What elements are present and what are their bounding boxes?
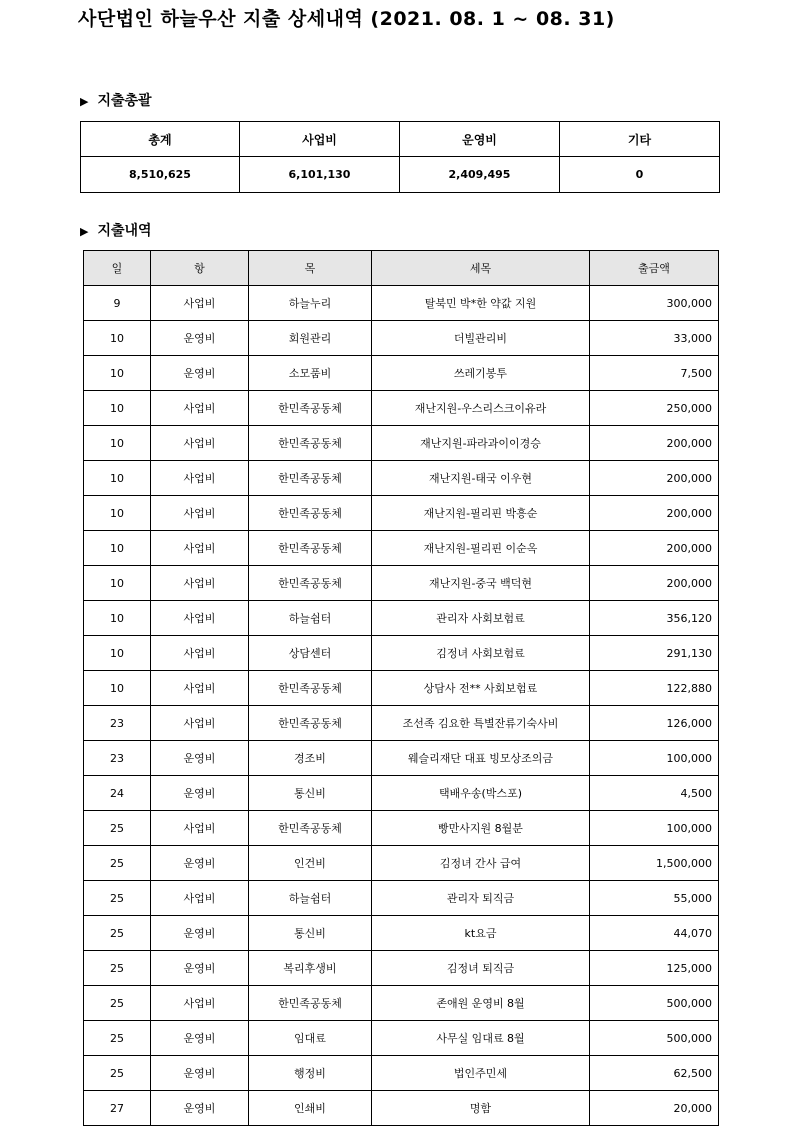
summary-header-other: 기타 — [560, 122, 720, 157]
category-cell: 운영비 — [151, 356, 249, 391]
subitem-cell: 재난지원-파라과이이경승 — [372, 426, 590, 461]
category-cell: 사업비 — [151, 811, 249, 846]
item-cell: 임대료 — [249, 1021, 372, 1056]
subitem-cell: 법인주민세 — [372, 1056, 590, 1091]
table-row — [84, 636, 719, 671]
table-row — [84, 916, 719, 951]
detail-header-subitem: 세목 — [372, 251, 590, 286]
category-cell: 운영비 — [151, 321, 249, 356]
item-cell: 하늘쉼터 — [249, 601, 372, 636]
summary-table — [80, 121, 720, 193]
subitem-cell: 웨슬리재단 대표 빙모상조의금 — [372, 741, 590, 776]
item-cell: 경조비 — [249, 741, 372, 776]
table-row — [84, 356, 719, 391]
table-row — [84, 881, 719, 916]
day-cell: 10 — [84, 636, 151, 671]
category-cell: 사업비 — [151, 706, 249, 741]
day-cell: 10 — [84, 566, 151, 601]
item-cell: 한민족공동체 — [249, 391, 372, 426]
amount-cell: 125,000 — [590, 951, 719, 986]
day-cell: 10 — [84, 496, 151, 531]
category-cell: 운영비 — [151, 741, 249, 776]
amount-cell: 200,000 — [590, 426, 719, 461]
category-cell: 사업비 — [151, 426, 249, 461]
amount-cell: 200,000 — [590, 496, 719, 531]
day-cell: 25 — [84, 916, 151, 951]
amount-cell: 33,000 — [590, 321, 719, 356]
subitem-cell: 재난지원-필리핀 이순옥 — [372, 531, 590, 566]
table-row — [84, 566, 719, 601]
section-heading-detail — [80, 220, 152, 240]
summary-value-row — [81, 157, 720, 193]
item-cell: 행정비 — [249, 1056, 372, 1091]
category-cell: 운영비 — [151, 1056, 249, 1091]
category-cell: 사업비 — [151, 391, 249, 426]
amount-cell: 126,000 — [590, 706, 719, 741]
day-cell: 10 — [84, 391, 151, 426]
item-cell: 통신비 — [249, 776, 372, 811]
detail-header-item: 목 — [249, 251, 372, 286]
category-cell: 사업비 — [151, 601, 249, 636]
amount-cell: 500,000 — [590, 1021, 719, 1056]
summary-value-other: 0 — [560, 157, 720, 193]
subitem-cell: 택배우송(박스포) — [372, 776, 590, 811]
category-cell: 사업비 — [151, 671, 249, 706]
table-row — [84, 601, 719, 636]
amount-cell: 300,000 — [590, 286, 719, 321]
item-cell: 한민족공동체 — [249, 811, 372, 846]
subitem-cell: 명함 — [372, 1091, 590, 1126]
table-row — [84, 461, 719, 496]
day-cell: 25 — [84, 1056, 151, 1091]
item-cell: 인건비 — [249, 846, 372, 881]
day-cell: 10 — [84, 461, 151, 496]
item-cell: 하늘쉼터 — [249, 881, 372, 916]
item-cell: 복리후생비 — [249, 951, 372, 986]
category-cell: 운영비 — [151, 846, 249, 881]
day-cell: 9 — [84, 286, 151, 321]
amount-cell: 250,000 — [590, 391, 719, 426]
category-cell: 운영비 — [151, 1091, 249, 1126]
amount-cell: 62,500 — [590, 1056, 719, 1091]
subitem-cell: 존애원 운영비 8월 — [372, 986, 590, 1021]
table-row — [84, 986, 719, 1021]
summary-header-row — [81, 122, 720, 157]
item-cell: 한민족공동체 — [249, 706, 372, 741]
summary-header-operation: 운영비 — [400, 122, 560, 157]
subitem-cell: 재난지원-태국 이우현 — [372, 461, 590, 496]
day-cell: 24 — [84, 776, 151, 811]
subitem-cell: 쓰레기봉투 — [372, 356, 590, 391]
day-cell: 25 — [84, 986, 151, 1021]
table-row — [84, 671, 719, 706]
day-cell: 23 — [84, 741, 151, 776]
amount-cell: 55,000 — [590, 881, 719, 916]
table-row — [84, 811, 719, 846]
table-row — [84, 426, 719, 461]
amount-cell: 291,130 — [590, 636, 719, 671]
day-cell: 10 — [84, 601, 151, 636]
amount-cell: 4,500 — [590, 776, 719, 811]
detail-table-body — [84, 286, 719, 1126]
category-cell: 사업비 — [151, 881, 249, 916]
subitem-cell: 관리자 퇴직금 — [372, 881, 590, 916]
table-row — [84, 286, 719, 321]
amount-cell: 100,000 — [590, 811, 719, 846]
category-cell: 사업비 — [151, 531, 249, 566]
subitem-cell: 조선족 김요한 특별잔류기숙사비 — [372, 706, 590, 741]
day-cell: 27 — [84, 1091, 151, 1126]
day-cell: 10 — [84, 321, 151, 356]
section-heading-summary-label: 지출총괄 — [97, 93, 152, 109]
subitem-cell: 사무실 임대료 8월 — [372, 1021, 590, 1056]
amount-cell: 356,120 — [590, 601, 719, 636]
day-cell: 10 — [84, 356, 151, 391]
amount-cell: 100,000 — [590, 741, 719, 776]
subitem-cell: 탈북민 박*한 약값 지원 — [372, 286, 590, 321]
detail-header-amount: 출금액 — [590, 251, 719, 286]
item-cell: 소모품비 — [249, 356, 372, 391]
category-cell: 사업비 — [151, 286, 249, 321]
subitem-cell: kt요금 — [372, 916, 590, 951]
subitem-cell: 김정녀 퇴직금 — [372, 951, 590, 986]
day-cell: 25 — [84, 846, 151, 881]
day-cell: 10 — [84, 426, 151, 461]
day-cell: 10 — [84, 531, 151, 566]
page-title: 사단법인 하늘우산 지출 상세내역 (2021. 08. 1 ~ 08. 31) — [78, 8, 615, 30]
item-cell: 한민족공동체 — [249, 461, 372, 496]
amount-cell: 7,500 — [590, 356, 719, 391]
section-heading-detail-label: 지출내역 — [97, 223, 152, 239]
day-cell: 25 — [84, 811, 151, 846]
subitem-cell: 김정녀 간사 급여 — [372, 846, 590, 881]
category-cell: 사업비 — [151, 566, 249, 601]
category-cell: 운영비 — [151, 916, 249, 951]
subitem-cell: 상담사 전** 사회보험료 — [372, 671, 590, 706]
subitem-cell: 빵만사지원 8월분 — [372, 811, 590, 846]
detail-header-day: 일 — [84, 251, 151, 286]
day-cell: 25 — [84, 1021, 151, 1056]
category-cell: 사업비 — [151, 461, 249, 496]
table-row — [84, 531, 719, 566]
table-row — [84, 741, 719, 776]
item-cell: 한민족공동체 — [249, 496, 372, 531]
item-cell: 상담센터 — [249, 636, 372, 671]
subitem-cell: 김정녀 사회보험료 — [372, 636, 590, 671]
table-row — [84, 776, 719, 811]
item-cell: 한민족공동체 — [249, 531, 372, 566]
detail-header-row — [84, 251, 719, 286]
table-row — [84, 706, 719, 741]
day-cell: 25 — [84, 951, 151, 986]
summary-value-total: 8,510,625 — [81, 157, 240, 193]
subitem-cell: 재난지원-우스리스크이유라 — [372, 391, 590, 426]
summary-value-operation: 2,409,495 — [400, 157, 560, 193]
amount-cell: 200,000 — [590, 566, 719, 601]
table-row — [84, 846, 719, 881]
category-cell: 운영비 — [151, 951, 249, 986]
amount-cell: 20,000 — [590, 1091, 719, 1126]
amount-cell: 500,000 — [590, 986, 719, 1021]
item-cell: 한민족공동체 — [249, 671, 372, 706]
subitem-cell: 재난지원-중국 백덕현 — [372, 566, 590, 601]
item-cell: 한민족공동체 — [249, 426, 372, 461]
item-cell: 회원관리 — [249, 321, 372, 356]
table-row — [84, 321, 719, 356]
amount-cell: 1,500,000 — [590, 846, 719, 881]
triangle-bullet-icon: ▶ — [80, 225, 89, 238]
table-row — [84, 1056, 719, 1091]
day-cell: 25 — [84, 881, 151, 916]
summary-header-total: 총계 — [81, 122, 240, 157]
day-cell: 10 — [84, 671, 151, 706]
table-row — [84, 1091, 719, 1126]
item-cell: 통신비 — [249, 916, 372, 951]
amount-cell: 200,000 — [590, 461, 719, 496]
category-cell: 운영비 — [151, 776, 249, 811]
category-cell: 운영비 — [151, 1021, 249, 1056]
item-cell: 한민족공동체 — [249, 566, 372, 601]
section-heading-summary — [80, 90, 152, 110]
category-cell: 사업비 — [151, 496, 249, 531]
table-row — [84, 951, 719, 986]
amount-cell: 200,000 — [590, 531, 719, 566]
table-row — [84, 1021, 719, 1056]
table-row — [84, 496, 719, 531]
subitem-cell: 관리자 사회보험료 — [372, 601, 590, 636]
category-cell: 사업비 — [151, 986, 249, 1021]
expense-detail-table — [83, 250, 719, 1126]
detail-header-category: 항 — [151, 251, 249, 286]
subitem-cell: 재난지원-필리핀 박흥순 — [372, 496, 590, 531]
item-cell: 하늘누리 — [249, 286, 372, 321]
category-cell: 사업비 — [151, 636, 249, 671]
item-cell: 한민족공동체 — [249, 986, 372, 1021]
item-cell: 인쇄비 — [249, 1091, 372, 1126]
table-row — [84, 391, 719, 426]
amount-cell: 44,070 — [590, 916, 719, 951]
amount-cell: 122,880 — [590, 671, 719, 706]
summary-value-business: 6,101,130 — [240, 157, 400, 193]
summary-header-business: 사업비 — [240, 122, 400, 157]
day-cell: 23 — [84, 706, 151, 741]
triangle-bullet-icon: ▶ — [80, 95, 89, 108]
subitem-cell: 더빌관리비 — [372, 321, 590, 356]
